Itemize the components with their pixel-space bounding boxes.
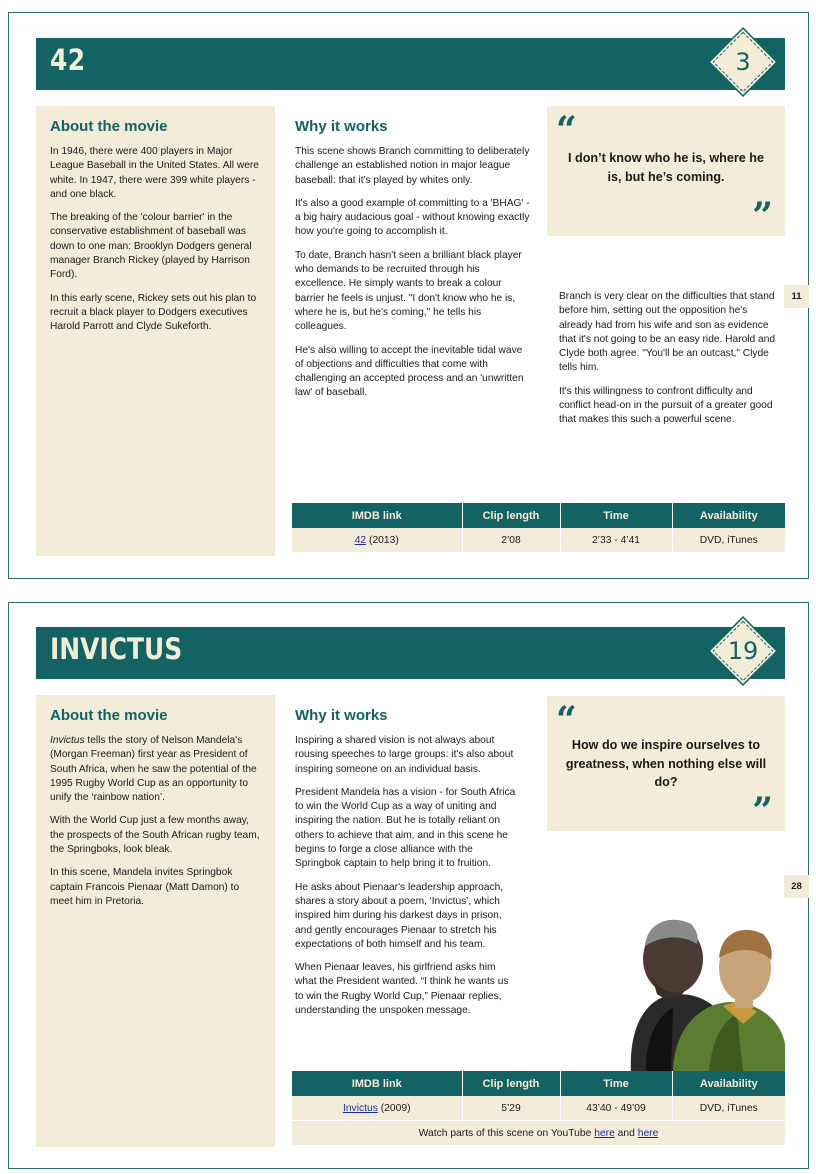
page-42 [8, 12, 809, 579]
why-paragraph: President Mandela has a vision - for South Africa to win the World Cup as a way of uniting and inspiring the nation. But he is totally reliant on others to achieve that aim, and in this scene he begins to forge a close alliance with the Springbok captain to help bring it to fruition. [295, 786, 516, 870]
youtube-and: and [614, 1127, 638, 1139]
clip-length-header: Clip length [462, 1071, 560, 1096]
availability-header: Availability [672, 1071, 785, 1096]
time-header: Time [560, 503, 672, 528]
time-cell: 43’40 - 49’09 [560, 1096, 672, 1121]
pull-quote [547, 106, 785, 236]
about-panel [36, 106, 275, 556]
about-paragraph: In this scene, Mandela invites Springbok captain Francois Pienaar (Matt Damon) to meet him in Pretoria. [50, 867, 240, 907]
open-quote-icon: “ [556, 699, 577, 741]
youtube-text: Watch parts of this scene on YouTube [418, 1127, 595, 1139]
why-paragraph: He asks about Pienaar's leadership approach, shares a story about a poem, 'Invictus', which inspired him during his darkest days in prison, and gently encourages Pienaar to stretch his expectations of both himself and his team. [295, 881, 504, 950]
film-frame-badge [703, 22, 783, 102]
imdb-cell [292, 1096, 462, 1121]
why-paragraph: When Pienaar leaves, his girlfriend asks him what the President wanted. “I think he wants us to win the Rugby World Cup,” Pienaar replies, understanding the unspoken message. [295, 962, 509, 1017]
film-frame-badge [703, 611, 783, 691]
page-number: 11 [784, 285, 809, 308]
clip-length-cell: 2’08 [462, 528, 560, 552]
badge-number: 19 [727, 637, 759, 665]
movie-info-table [292, 1071, 785, 1145]
why-paragraph: This scene shows Branch committing to deliberately challenge an established notion in major league baseball: that it's played by whites only. [295, 146, 530, 186]
about-paragraph: The breaking of the 'colour barrier' in the conservative establishment of baseball was down to one man: Brooklyn Dodgers general manager Branch Rickey (played by Harrison Ford). [50, 212, 252, 281]
why-panel [295, 106, 530, 410]
movie-year: (2009) [377, 1102, 411, 1114]
why-heading: Why it works [295, 118, 388, 135]
title-banner [36, 38, 785, 90]
availability-cell: DVD, iTunes [672, 1096, 785, 1121]
open-quote-icon: “ [556, 109, 577, 151]
movie-title: 42 [50, 43, 86, 77]
about-paragraph-text: tells the story of Nelson Mandela's (Morgan Freeman) first year as President of South Africa, when he saw the potential of the 1995 Rugby World Cup as an opportunity to unify the ‘rainbow nation’. [50, 735, 257, 804]
about-panel [36, 695, 275, 1147]
table-row [292, 1096, 785, 1121]
youtube-row [292, 1121, 785, 1146]
youtube-link-1[interactable]: here [594, 1127, 615, 1139]
title-banner [36, 627, 785, 679]
close-quote-icon: ” [752, 195, 773, 237]
why-panel [295, 695, 517, 1027]
movie-title: INVICTUS [50, 632, 183, 666]
availability-header: Availability [672, 503, 785, 528]
about-paragraph [50, 734, 261, 805]
badge-number: 3 [735, 48, 751, 76]
why-paragraph: He's also willing to accept the inevitable tidal wave of objections and difficulties that come with challenging an accepted process and an 'unwritten law' of baseball. [295, 344, 524, 399]
close-quote-icon: ” [752, 790, 773, 832]
imdb-cell [292, 528, 462, 552]
availability-cell: DVD, iTunes [672, 528, 785, 552]
table-row [292, 528, 785, 552]
youtube-cell [292, 1121, 785, 1146]
quote-text: I don’t know who he is, where he is, but he’s coming. [568, 151, 764, 184]
pull-quote [547, 696, 785, 831]
imdb-header: IMDB link [292, 1071, 462, 1096]
imdb-header: IMDB link [292, 503, 462, 528]
about-heading: About the movie [50, 707, 168, 724]
about-paragraph: With the World Cup just a few months away, the prospects of the South African rugby team, the Springboks, look bleak. [50, 815, 260, 856]
movie-year: (2013) [366, 534, 399, 546]
side-paragraph: It's this willingness to confront difficulty and conflict head-on in the pursuit of a greater good that makes this such a powerful scene. [559, 385, 773, 426]
why-paragraph: It's also a good example of committing to a 'BHAG' - a big hairy audacious goal - without knowing exactly how you're going to accomplish it. [295, 197, 530, 238]
youtube-link-2[interactable]: here [637, 1127, 659, 1139]
about-heading: About the movie [50, 118, 168, 135]
time-header: Time [560, 1071, 672, 1096]
page-number: 28 [784, 875, 809, 898]
quote-text: How do we inspire ourselves to greatness, when nothing else will do? [565, 738, 767, 789]
imdb-link[interactable]: Invictus [342, 1102, 378, 1114]
clip-length-header: Clip length [462, 503, 560, 528]
table-header-row [292, 1071, 785, 1096]
why-paragraph: To date, Branch hasn't seen a brilliant black player who demands to be recruited through his excellence. He simply wants to break a colour barrier he feels is unjust. "I don't know who he is, where he is, but he's coming," he tells his colleagues. [295, 249, 522, 333]
mandela-pienaar-illustration [611, 904, 785, 1072]
about-paragraph: In 1946, there were 400 players in Major League Baseball in the United States. All were white. In 1947, there were 399 white players - and one black. [50, 146, 259, 200]
movie-info-table [292, 503, 785, 552]
movie-name-italic: Invictus [50, 735, 85, 746]
time-cell: 2’33 - 4’41 [560, 528, 672, 552]
side-paragraph: Branch is very clear on the difficulties that stand before him, setting out the opposition he's already had from his wife and son as evidence that it's not going to be an easy ride. Harold and Clyde both agree. "You'll be an outcast," Clyde tells him. [559, 291, 776, 374]
page-invictus [8, 602, 809, 1169]
table-header-row [292, 503, 785, 528]
imdb-link[interactable]: 42 [354, 534, 367, 546]
why-heading: Why it works [295, 707, 388, 724]
why-paragraph: Inspiring a shared vision is not always about rousing speeches to large groups: it's also about inspiring someone on an individual basis. [295, 735, 514, 775]
about-paragraph: In this early scene, Rickey sets out his plan to recruit a black player to Dodgers executives Harold Parrott and Clyde Sukeforth. [50, 292, 257, 333]
clip-length-cell: 5’29 [462, 1096, 560, 1121]
side-text [559, 290, 779, 437]
